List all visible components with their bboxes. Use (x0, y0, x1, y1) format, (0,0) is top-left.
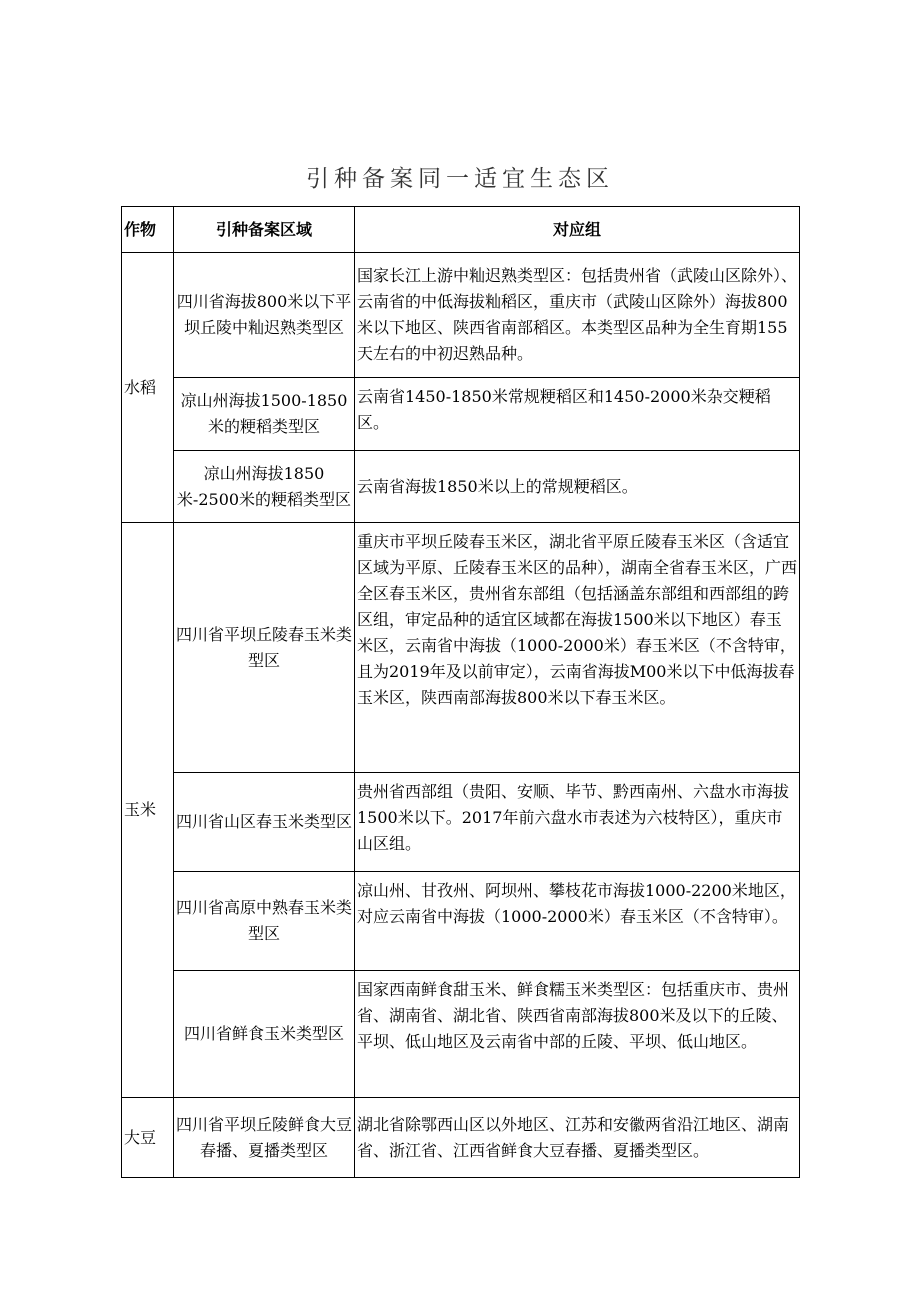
page-title: 引种备案同一适宜生态区 (306, 166, 614, 192)
corr-cell: 云南省海拔1850米以上的常规粳稻区。 (355, 451, 800, 523)
corr-cell: 国家西南鲜食甜玉米、鲜食糯玉米类型区：包括重庆市、贵州省、湖南省、湖北省、陕西省南部海拔800米及以下的丘陵、平坝、低山地区及云南省中部的丘陵、平坝、低山地区。 (355, 971, 800, 1098)
header-area: 引种备案区域 (174, 207, 355, 253)
area-cell: 四川省鲜食玉米类型区 (174, 971, 355, 1098)
table-row (122, 1098, 800, 1178)
area-cell: 凉山州海拔1850米-2500米的粳稻类型区 (174, 451, 355, 523)
table-row (122, 872, 800, 971)
area-cell: 四川省平坝丘陵春玉米类型区 (174, 523, 355, 773)
crop-cell-corn: 玉米 (122, 523, 174, 1098)
corr-cell: 国家长江上游中籼迟熟类型区：包括贵州省（武陵山区除外）、云南省的中低海拔籼稻区，重庆市（武陵山区除外）海拔800米以下地区、陕西省南部稻区。本类型区品种为全生育期155天左右的中初迟熟品种。 (355, 253, 800, 378)
table-row (122, 253, 800, 378)
table-row (122, 971, 800, 1098)
corr-cell: 云南省1450-1850米常规粳稻区和1450-2000米杂交粳稻区。 (355, 378, 800, 451)
area-cell: 四川省山区春玉米类型区 (174, 773, 355, 872)
crop-cell-soy: 大豆 (122, 1098, 174, 1178)
ecozone-table (121, 206, 800, 1178)
table-row (122, 523, 800, 773)
area-cell: 四川省平坝丘陵鲜食大豆春播、夏播类型区 (174, 1098, 355, 1178)
table-header-row (122, 207, 800, 253)
table-row (122, 451, 800, 523)
table-row (122, 378, 800, 451)
table-row (122, 773, 800, 872)
header-corr: 对应组 (355, 207, 800, 253)
corr-cell: 贵州省西部组（贵阳、安顺、毕节、黔西南州、六盘水市海拔1500米以下。2017年前六盘水市表述为六枝特区），重庆市山区组。 (355, 773, 800, 872)
area-cell: 四川省高原中熟春玉米类型区 (174, 872, 355, 971)
header-crop: 作物 (122, 207, 174, 253)
area-cell: 四川省海拔800米以下平坝丘陵中籼迟熟类型区 (174, 253, 355, 378)
corr-cell: 重庆市平坝丘陵春玉米区，湖北省平原丘陵春玉米区（含适宜区域为平原、丘陵春玉米区的品种），湖南全省春玉米区，广西全区春玉米区，贵州省东部组（包括涵盖东部组和西部组的跨区组，审定品种的适宜区域都在海拔1500米以下地区）春玉米区，云南省中海拔（1000-2000米）春玉米区（不含特审，且为2019年及以前审定），云南省海拔M00米以下中低海拔春玉米区，陕西南部海拔800米以下春玉米区。 (355, 523, 800, 773)
area-cell: 凉山州海拔1500-1850米的粳稻类型区 (174, 378, 355, 451)
corr-cell: 湖北省除鄂西山区以外地区、江苏和安徽两省沿江地区、湖南省、浙江省、江西省鲜食大豆春播、夏播类型区。 (355, 1098, 800, 1178)
crop-cell-rice: 水稻 (122, 253, 174, 523)
corr-cell: 凉山州、甘孜州、阿坝州、攀枝花市海拔1000-2200米地区，对应云南省中海拔（1000-2000米）春玉米区（不含特审）。 (355, 872, 800, 971)
